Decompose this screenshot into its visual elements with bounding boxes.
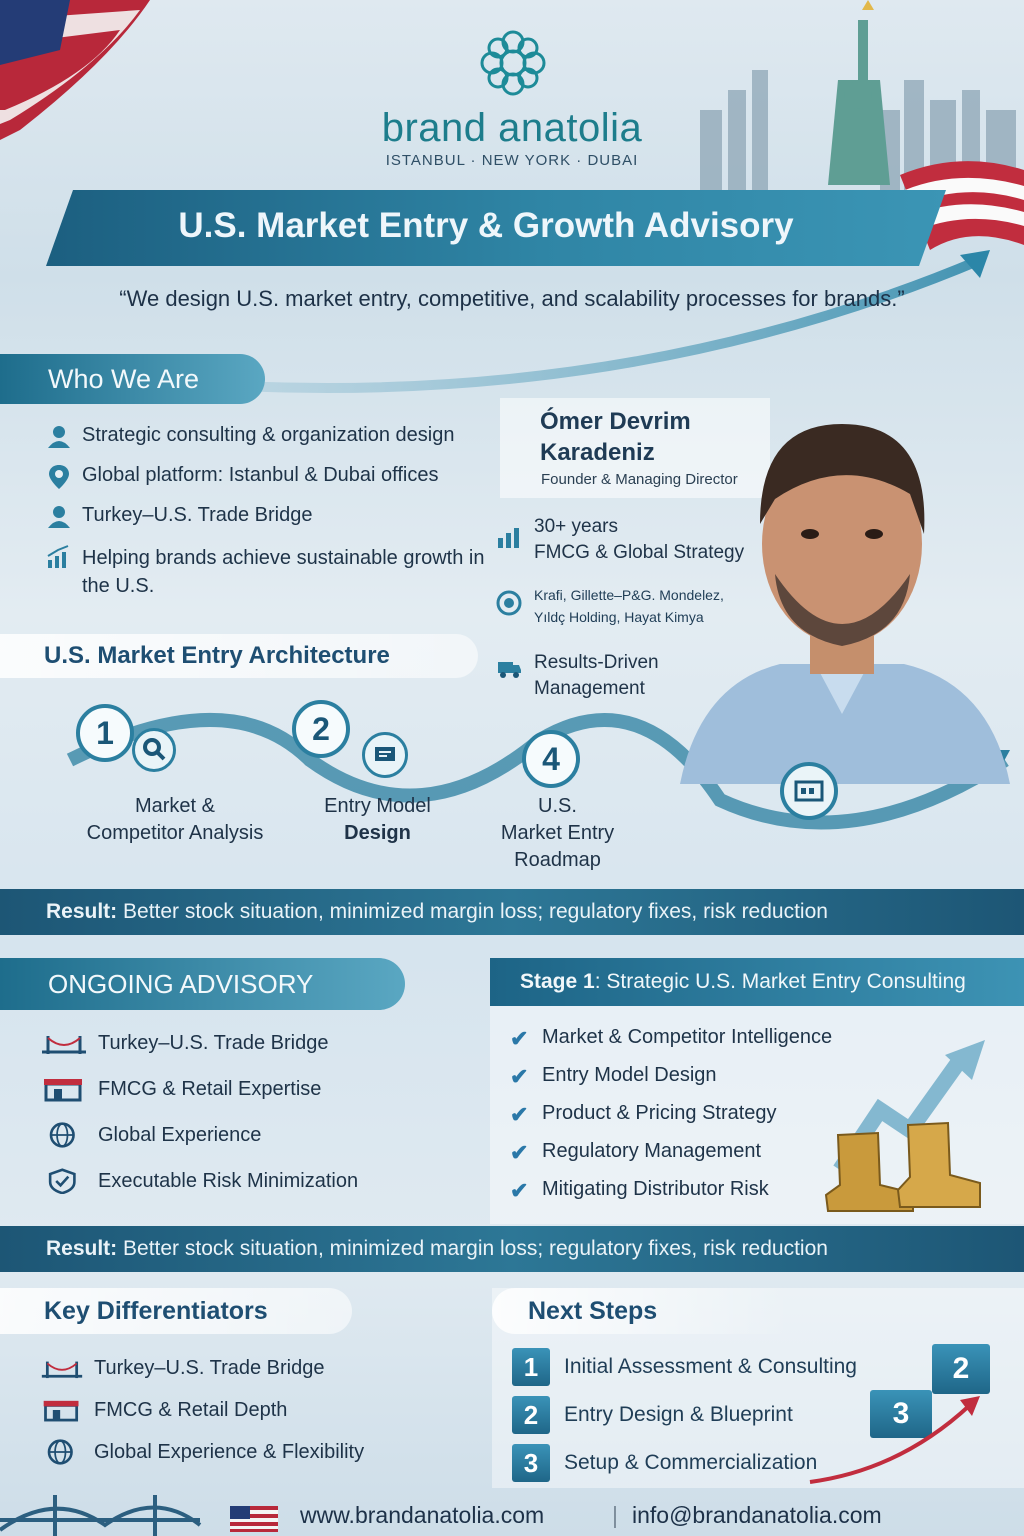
- stage-1-item: [510, 1026, 890, 1052]
- stage-1-item-text: Market & Competitor Intelligence: [542, 1026, 833, 1048]
- ongoing-item: [40, 1168, 460, 1194]
- ongoing-item: [40, 1030, 460, 1056]
- brand-logo-mark: [472, 22, 554, 104]
- bar-chart-icon: [496, 524, 522, 550]
- checkmark-icon: ✔: [510, 1064, 529, 1089]
- website-link[interactable]: www.brandanatolia.com: [300, 1502, 545, 1528]
- step-label-line: Entry Model: [324, 795, 431, 817]
- result-text: Better stock situation, minimized margin loss; regulatory fixes, risk reduction: [117, 900, 828, 923]
- brand-name: brand anatolia: [381, 106, 643, 150]
- next-step-number: 1: [512, 1348, 550, 1386]
- who-item-text: Turkey–U.S. Trade Bridge: [82, 504, 313, 526]
- ongoing-item: [40, 1076, 460, 1102]
- stair-step-block: 2: [932, 1344, 990, 1394]
- step-number: 2: [292, 700, 350, 758]
- step-label: [470, 793, 645, 874]
- truck-icon: [496, 654, 522, 680]
- results-line-2: Management: [534, 678, 645, 699]
- who-item-text: Global platform: Istanbul & Dubai offices: [82, 464, 439, 486]
- checkmark-icon: ✔: [510, 1026, 529, 1051]
- founder-role: Founder & Managing Director: [541, 471, 738, 488]
- store-icon: [40, 1076, 88, 1102]
- document-icon: [362, 732, 408, 778]
- experience-field: FMCG & Global Strategy: [534, 542, 745, 563]
- growth-chart-icon: [46, 544, 72, 570]
- footer: [0, 1496, 1024, 1536]
- differentiator-item-text: Turkey–U.S. Trade Bridge: [94, 1356, 325, 1379]
- target-icon: [496, 590, 522, 616]
- stage-1-item-text: Mitigating Distributor Risk: [542, 1178, 769, 1200]
- step-number: 1: [76, 704, 134, 762]
- next-step-number: 2: [512, 1396, 550, 1434]
- globe-icon: [40, 1439, 84, 1465]
- ongoing-item-text: FMCG & Retail Expertise: [98, 1077, 322, 1100]
- step-label-line: U.S.: [538, 795, 577, 817]
- result-bar: [0, 889, 1024, 935]
- step-label-line: Competitor Analysis: [86, 822, 264, 844]
- ongoing-item-text: Global Experience: [98, 1123, 262, 1146]
- results-item: [496, 650, 786, 702]
- swoosh-top: [150, 260, 980, 388]
- next-steps-heading: Next Steps: [492, 1288, 792, 1334]
- ongoing-item-text: Turkey–U.S. Trade Bridge: [98, 1031, 329, 1054]
- result-text: Better stock situation, minimized margin loss; regulatory fixes, risk reduction: [117, 1237, 828, 1260]
- step-number: 4: [522, 730, 580, 788]
- step-label-line: Roadmap: [514, 849, 601, 871]
- checkmark-icon: ✔: [510, 1178, 529, 1203]
- step-label-line: Design: [344, 822, 411, 844]
- location-pin-icon: [46, 464, 72, 490]
- stair-step-block: 3: [870, 1390, 932, 1438]
- stage-1-item-text: Regulatory Management: [542, 1140, 762, 1162]
- architecture-heading: U.S. Market Entry Architecture: [0, 634, 478, 678]
- next-step-text: Entry Design & Blueprint: [564, 1403, 793, 1426]
- next-step-number: 3: [512, 1444, 550, 1482]
- page-title: U.S. Market Entry & Growth Advisory: [178, 206, 794, 245]
- bridge-icon: [40, 1355, 84, 1381]
- step-label-line: Market &: [134, 795, 216, 817]
- next-step-item: [512, 1348, 912, 1386]
- key-differentiators-heading: Key Differentiators: [0, 1288, 352, 1334]
- stage-1-heading: [490, 958, 1024, 1006]
- step-label: [60, 793, 290, 847]
- step-label: [290, 793, 465, 847]
- differentiator-item: [40, 1355, 480, 1381]
- checkmark-icon: ✔: [510, 1102, 529, 1127]
- key-differentiators-list: [40, 1355, 480, 1465]
- who-we-are-heading: Who We Are: [0, 354, 265, 404]
- who-item: [46, 544, 486, 600]
- who-item-text: Strategic consulting & organization design: [82, 424, 455, 446]
- founder-name: Ómer Devrim Karadeniz: [540, 408, 691, 466]
- result-label: Result:: [46, 1237, 118, 1260]
- ongoing-item: [40, 1122, 460, 1148]
- stage-1-item-text: Product & Pricing Strategy: [542, 1102, 777, 1124]
- who-item: [46, 424, 486, 450]
- office-cities: ISTANBUL · NEW YORK · DUBAI: [385, 152, 639, 169]
- globe-icon: [40, 1122, 88, 1148]
- clients-line-2: Yıldç Holding, Hayat Kimya: [534, 609, 704, 625]
- stage-1-heading-text: : Strategic U.S. Market Entry Consulting: [594, 970, 966, 993]
- checkmark-icon: ✔: [510, 1140, 529, 1165]
- store-icon: [40, 1397, 84, 1423]
- next-step-text: Setup & Commercialization: [564, 1451, 818, 1474]
- profile-highlights: [496, 514, 786, 702]
- golden-boots-image: [818, 1115, 984, 1215]
- stage-1-item: [510, 1064, 890, 1090]
- person-icon: [46, 424, 72, 450]
- who-item: [46, 464, 486, 490]
- who-item: [46, 504, 486, 530]
- person-icon: [46, 504, 72, 530]
- result-label: Result:: [46, 900, 118, 923]
- differentiator-item: [40, 1397, 480, 1423]
- ongoing-advisory-list: [40, 1030, 460, 1194]
- differentiator-item-text: Global Experience & Flexibility: [94, 1440, 365, 1463]
- magnifier-icon: [132, 728, 176, 772]
- ongoing-advisory-heading: ONGOING ADVISORY: [0, 958, 405, 1010]
- roadmap-icon: [780, 762, 838, 820]
- step-label-line: Market Entry: [500, 822, 615, 844]
- tagline: “We design U.S. market entry, competitive, and scalability processes for brands.”: [119, 286, 905, 311]
- results-line-1: Results-Driven: [534, 652, 659, 673]
- ongoing-item-text: Executable Risk Minimization: [98, 1169, 359, 1192]
- email-link[interactable]: info@brandanatolia.com: [632, 1502, 882, 1528]
- result-bar: [0, 1226, 1024, 1272]
- bridge-icon: [40, 1030, 88, 1056]
- stage-1-item-text: Entry Model Design: [542, 1064, 717, 1086]
- clients-line-1: Krafi, Gillette–P&G. Mondelez,: [534, 587, 724, 603]
- differentiator-item-text: FMCG & Retail Depth: [94, 1398, 288, 1421]
- who-we-are-list: [46, 424, 486, 600]
- stage-1-heading-bold: Stage 1: [520, 970, 595, 993]
- differentiator-item: [40, 1439, 480, 1465]
- clients-item: [496, 584, 786, 628]
- footer-divider: |: [612, 1502, 618, 1528]
- who-item-text: Helping brands achieve sustainable growth in the U.S.: [82, 547, 485, 597]
- shield-check-icon: [40, 1168, 88, 1194]
- us-flag-icon: [230, 1506, 278, 1532]
- red-growth-arrow: [800, 1390, 990, 1490]
- next-step-text: Initial Assessment & Consulting: [564, 1355, 857, 1378]
- experience-item: [496, 514, 786, 566]
- experience-years: 30+ years: [534, 516, 618, 537]
